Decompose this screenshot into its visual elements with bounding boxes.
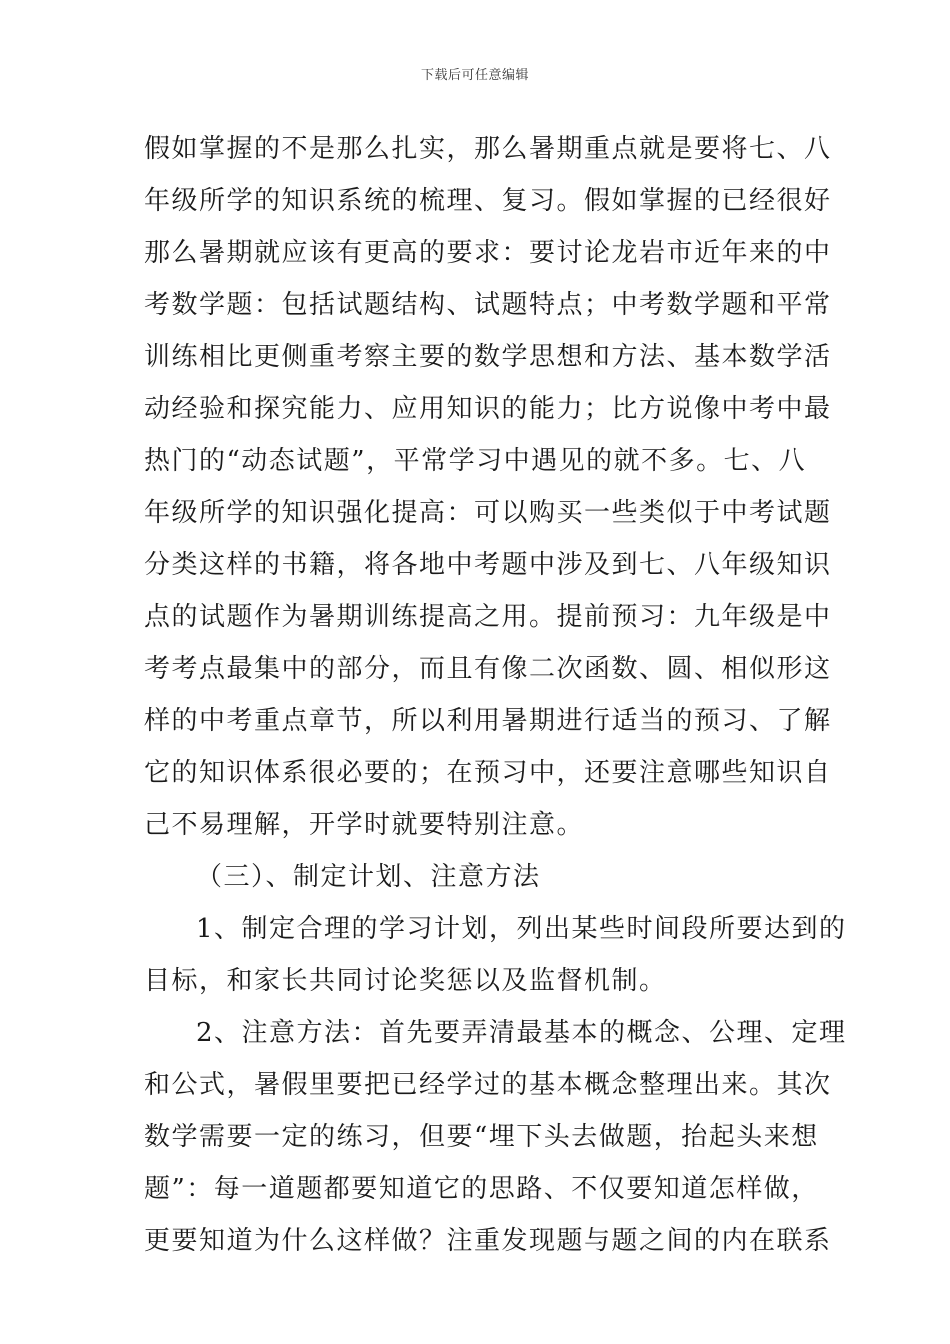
body-line: 1、制定合理的学习计划，列出某些时间段所要达到的 (196, 914, 847, 944)
body-line: 动经验和探究能力、应用知识的能力；比方说像中考中最 (144, 394, 832, 424)
body-line: 题”：每一道题都要知道它的思路、不仅要知道怎样做， (144, 1174, 819, 1204)
body-line: 考考点最集中的部分，而且有像二次函数、圆、相似形这 (144, 654, 832, 684)
body-line: 点的试题作为暑期训练提高之用。提前预习：九年级是中 (144, 602, 832, 632)
body-line: 分类这样的书籍，将各地中考题中涉及到七、八年级知识 (144, 550, 832, 580)
body-line: 那么暑期就应该有更高的要求：要讨论龙岩市近年来的中 (144, 238, 832, 268)
body-line: 考数学题：包括试题结构、试题特点；中考数学题和平常 (144, 290, 832, 320)
body-line: 它的知识体系很必要的；在预习中，还要注意哪些知识自 (144, 758, 832, 788)
body-line: 假如掌握的不是那么扎实，那么暑期重点就是要将七、八 (144, 134, 832, 164)
body-line: 和公式，暑假里要把已经学过的基本概念整理出来。其次 (144, 1070, 832, 1100)
body-line: 己不易理解，开学时就要特别注意。 (144, 810, 585, 840)
page-header-note: 下载后可任意编辑 (420, 68, 529, 83)
body-line: 目标，和家长共同讨论奖惩以及监督机制。 (144, 966, 667, 996)
body-line: 2、注意方法：首先要弄清最基本的概念、公理、定理 (196, 1018, 847, 1048)
body-line: 热门的“动态试题”，平常学习中遇见的就不多。七、八 (144, 446, 807, 476)
body-line: 训练相比更侧重考察主要的数学思想和方法、基本数学活 (144, 342, 832, 372)
body-line: 年级所学的知识强化提高：可以购买一些类似于中考试题 (144, 498, 832, 528)
body-line: 数学需要一定的练习，但要“埋下头去做题，抬起头来想 (144, 1122, 819, 1152)
body-line: 年级所学的知识系统的梳理、复习。假如掌握的已经很好 (144, 186, 832, 216)
body-line: 样的中考重点章节，所以利用暑期进行适当的预习、了解 (144, 706, 832, 736)
body-line: 更要知道为什么这样做？注重发现题与题之间的内在联系 (144, 1226, 832, 1256)
section-heading: （三）、制定计划、注意方法 (196, 862, 541, 892)
